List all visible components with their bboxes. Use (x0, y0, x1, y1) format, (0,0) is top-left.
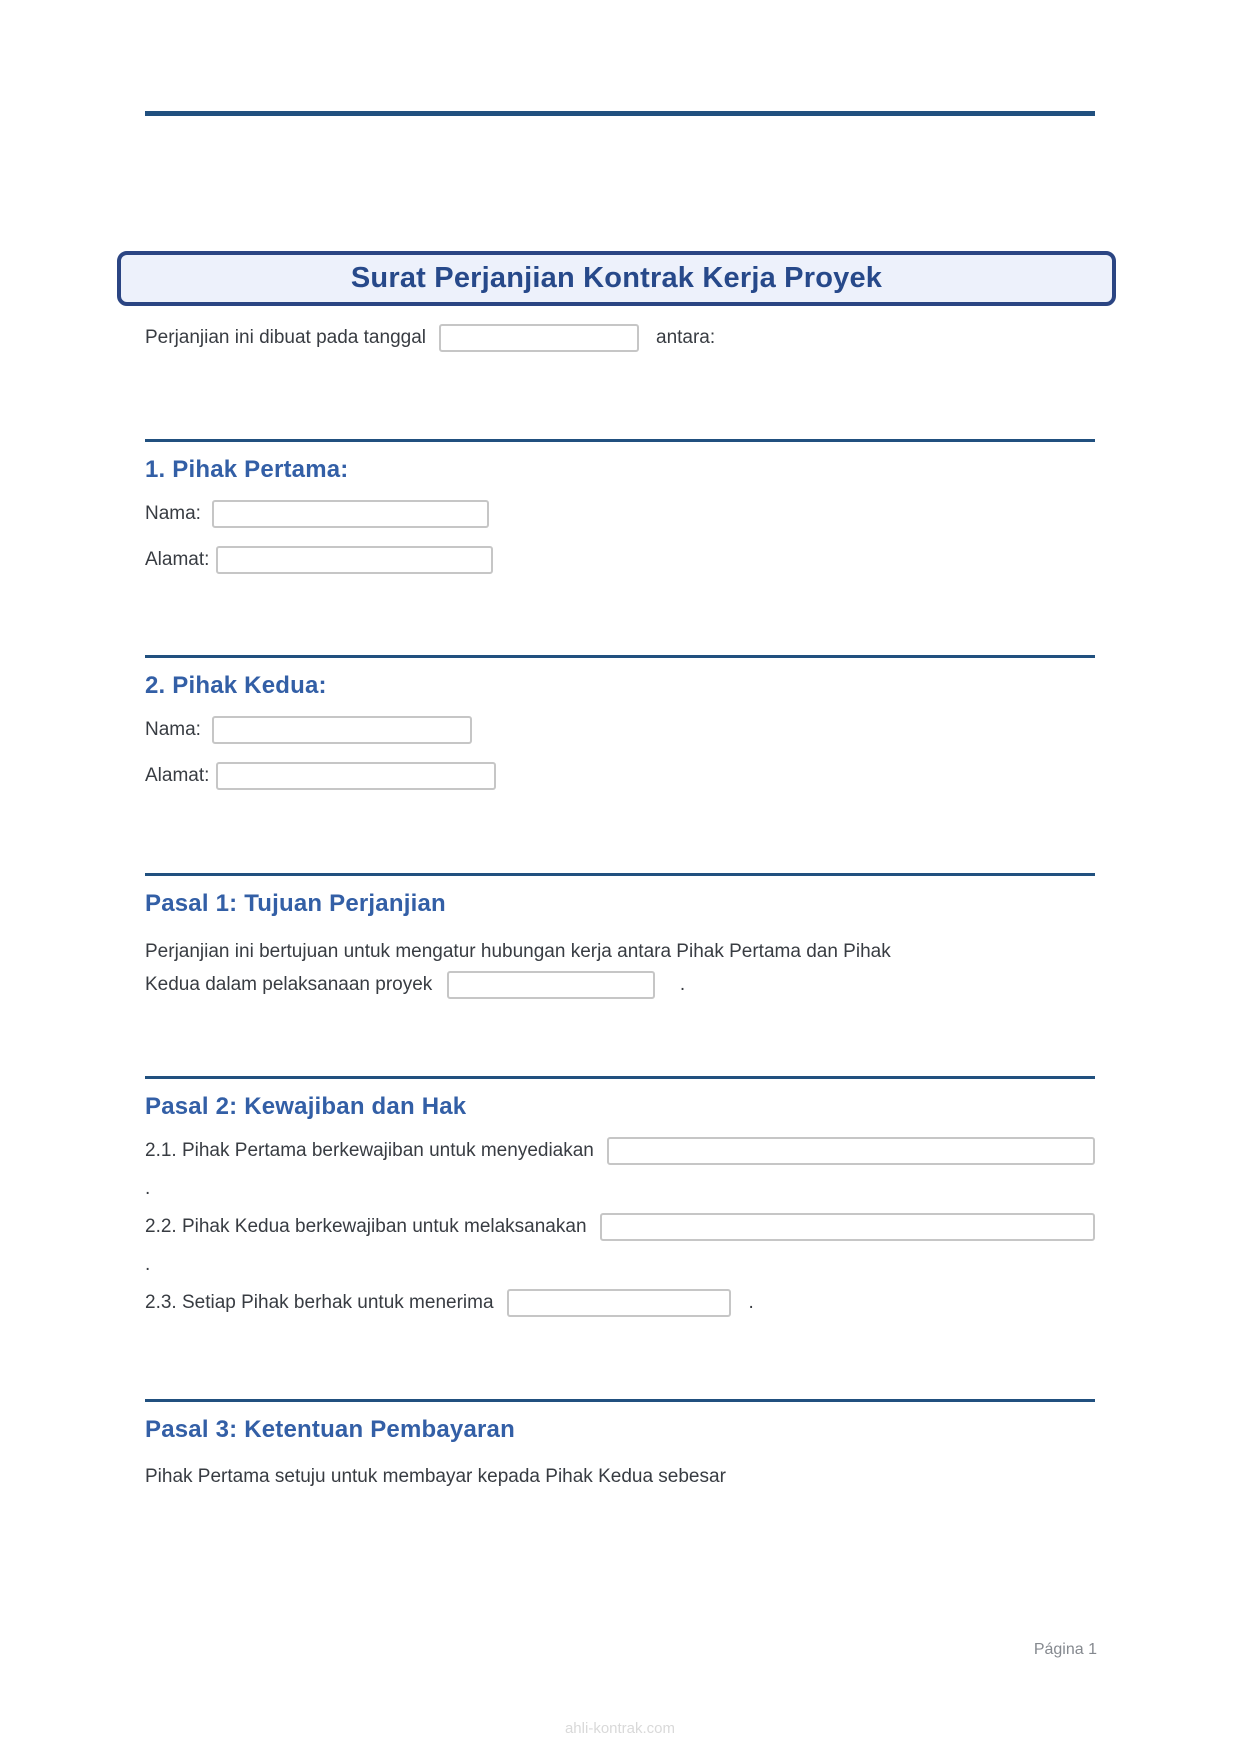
pasal1-body-line2: Kedua dalam pelaksanaan proyek (145, 974, 433, 995)
date-input[interactable] (439, 324, 639, 352)
party2-nama-row (145, 716, 1095, 744)
top-rule (145, 111, 1095, 116)
pasal3-heading: Pasal 3: Ketentuan Pembayaran (145, 1416, 515, 1443)
pasal2-item-2-2-period-line (145, 1246, 1095, 1284)
pasal2-item-2-1-row (145, 1132, 1095, 1170)
title-banner (117, 251, 1116, 306)
intro-suffix-label: antara: (656, 327, 716, 348)
pasal1-trailing-period: . (679, 974, 686, 995)
section-divider (145, 439, 1095, 442)
pasal2-item-2-2-input[interactable] (600, 1213, 1095, 1241)
pasal1-paragraph (145, 935, 1095, 1001)
pasal3-body: Pihak Pertama setuju untuk membayar kepada Pihak Kedua sebesar (145, 1466, 726, 1487)
intro-row (145, 323, 1095, 353)
party1-nama-label: Nama: (145, 503, 201, 524)
pasal1-heading: Pasal 1: Tujuan Perjanjian (145, 890, 446, 917)
proyek-input[interactable] (447, 971, 655, 999)
intro-prefix-label: Perjanjian ini dibuat pada tanggal (145, 327, 426, 348)
party1-alamat-row (145, 546, 1095, 574)
party2-alamat-row (145, 762, 1095, 790)
section-divider (145, 1076, 1095, 1079)
watermark: ahli-kontrak.com (564, 1720, 676, 1737)
pasal2-item-2-2-period: . (145, 1254, 151, 1275)
party2-nama-label: Nama: (145, 719, 201, 740)
page-number: Página 1 (1033, 1641, 1097, 1658)
pasal2-item-2-1-input[interactable] (607, 1137, 1095, 1165)
pasal2-item-2-2-row (145, 1208, 1095, 1246)
party1-alamat-input[interactable] (216, 546, 493, 574)
pasal2-items (145, 1132, 1095, 1322)
party1-heading: 1. Pihak Pertama: (145, 456, 349, 483)
pasal2-item-2-1-period-line (145, 1170, 1095, 1208)
party2-heading: 2. Pihak Kedua: (145, 672, 327, 699)
pasal2-item-2-3-row (145, 1284, 1095, 1322)
party1-nama-row (145, 500, 1095, 528)
party2-nama-input[interactable] (212, 716, 472, 744)
pasal2-item-2-3-period: . (748, 1292, 754, 1313)
pasal2-item-2-3-label: 2.3. Setiap Pihak berhak untuk menerima (145, 1292, 494, 1313)
pasal2-item-2-2-label: 2.2. Pihak Kedua berkewajiban untuk melaksanakan (145, 1216, 587, 1237)
section-divider (145, 873, 1095, 876)
pasal2-item-2-1-period: . (145, 1178, 151, 1199)
pasal1-body-line1: Perjanjian ini bertujuan untuk mengatur hubungan kerja antara Pihak Pertama dan Pihak (145, 941, 891, 962)
party2-alamat-input[interactable] (216, 762, 496, 790)
party1-alamat-label: Alamat: (145, 549, 210, 570)
pasal2-item-2-1-label: 2.1. Pihak Pertama berkewajiban untuk menyediakan (145, 1140, 594, 1161)
section-divider (145, 655, 1095, 658)
party1-nama-input[interactable] (212, 500, 489, 528)
party2-alamat-label: Alamat: (145, 765, 210, 786)
pasal2-heading: Pasal 2: Kewajiban dan Hak (145, 1093, 467, 1120)
pasal2-item-2-3-input[interactable] (507, 1289, 731, 1317)
document-title: Surat Perjanjian Kontrak Kerja Proyek (350, 262, 883, 294)
section-divider (145, 1399, 1095, 1402)
